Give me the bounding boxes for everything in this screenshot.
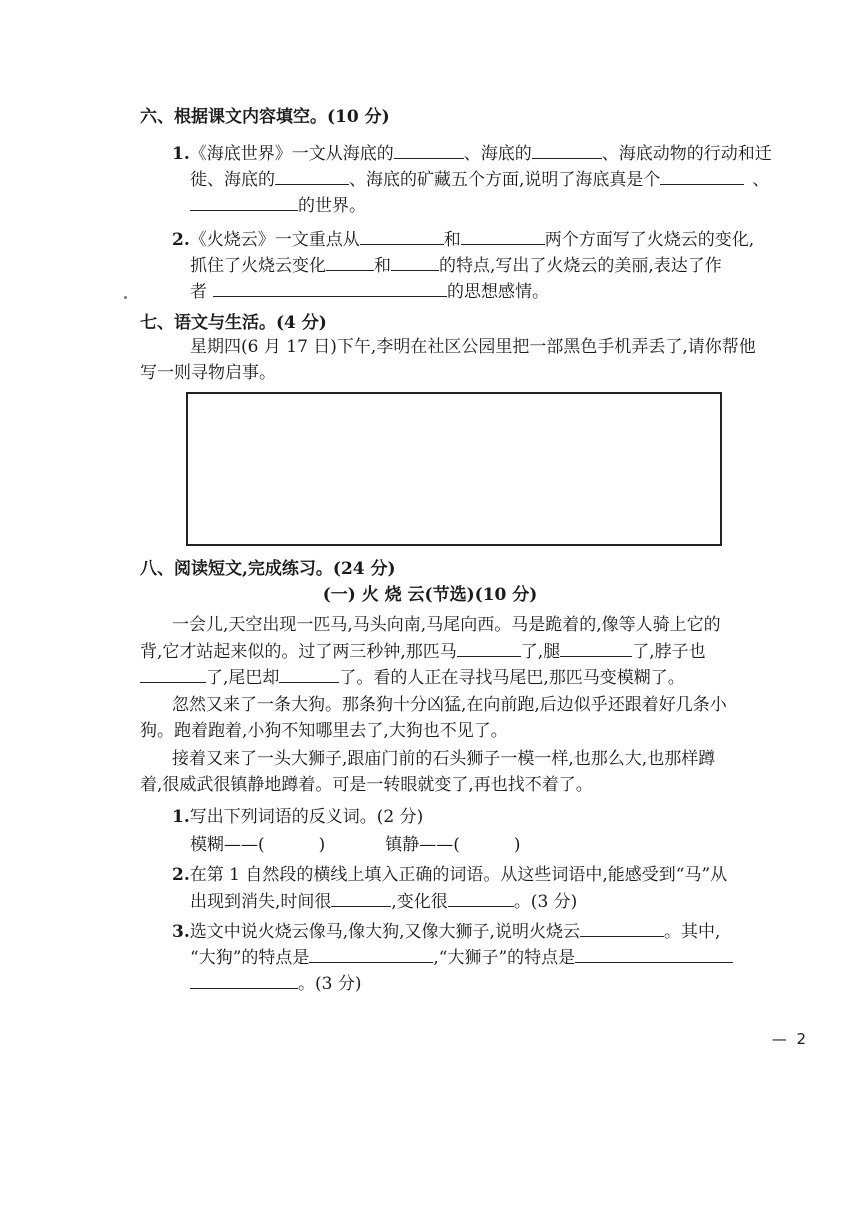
page-number [772, 1030, 806, 1048]
fill-blank[interactable] [331, 890, 391, 907]
fill-blank[interactable] [213, 280, 447, 297]
text: 和 [443, 230, 461, 250]
fill-blank[interactable] [275, 168, 349, 185]
section7-prompt-line1: 星期四(6 月 17 日)下午,李明在社区公园里把一部黑色手机弄丢了,请你帮他 [190, 337, 756, 357]
question-number: 2. [172, 865, 190, 885]
fill-blank[interactable] [360, 228, 444, 245]
passage-p3-line1: 接着又来了一头大狮子,跟庙门前的石头狮子一模一样,也那么大,也那样蹲 [172, 749, 716, 769]
text: 《火烧云》一文重点从 [189, 230, 360, 250]
text: 了,脖子也 [632, 642, 706, 662]
text: 和 [374, 256, 391, 276]
passage-p2-line1: 忽然又来了一条大狗。那条狗十分凶猛,在向前跑,后边似乎还跟着好几条小 [172, 695, 727, 715]
text: 了,腿 [520, 642, 561, 662]
question-2-line1 [172, 864, 727, 886]
fill-blank[interactable] [580, 920, 664, 937]
antonym-word-2: 镇静——( [385, 835, 460, 855]
text: 。(3 分) [298, 974, 362, 994]
section6-q1-line1 [172, 142, 772, 165]
text: “大狗”的特点是 [190, 948, 310, 968]
fill-blank[interactable] [326, 254, 374, 271]
question-number: 3. [172, 922, 190, 942]
text: ,“大狮子”的特点是 [433, 948, 576, 968]
question-number: 1. [172, 807, 190, 827]
page-number-value: 2 [796, 1030, 806, 1048]
text: 写出下列词语的反义词。(2 分) [189, 807, 424, 827]
text: 出现到消失,时间很 [190, 892, 332, 912]
passage-p3-line2: 着,很威武很镇静地蹲着。可是一转眼就变了,再也找不着了。 [140, 775, 593, 795]
question-3-line2 [190, 946, 733, 969]
section7-heading: 七、语文与生活。(4 分) [140, 313, 327, 333]
section6-q2-line3 [190, 280, 549, 303]
fill-blank[interactable] [532, 142, 602, 159]
fill-blank[interactable] [575, 946, 733, 963]
text: 两个方面写了火烧云的变化, [544, 230, 755, 250]
text: 的世界。 [298, 196, 366, 216]
question-1-words [190, 834, 521, 856]
text: 选文中说火烧云像马,像大狗,又像大狮子,说明火烧云 [189, 922, 580, 942]
scan-speck [124, 296, 127, 299]
fill-blank[interactable] [190, 194, 298, 211]
section7-prompt-line2: 写一则寻物启事。 [140, 363, 276, 383]
section6-heading: 六、根据课文内容填空。(10 分) [140, 107, 390, 127]
section6-q1-line2 [190, 168, 769, 191]
fill-blank[interactable] [309, 946, 433, 963]
text: 抓住了火烧云变化 [190, 256, 326, 276]
text: ,变化很 [391, 892, 448, 912]
fill-blank[interactable] [560, 640, 632, 657]
question-number: 1. [172, 144, 190, 164]
question-2-line2 [190, 890, 577, 913]
section6-q2-line1 [172, 228, 754, 251]
text: 背,它才站起来似的。过了两三秒钟,那匹马 [140, 642, 457, 662]
question-3-line1 [172, 920, 720, 943]
passage-title: (一) 火 烧 云(节选)(10 分) [322, 585, 538, 605]
question-number: 2. [172, 230, 190, 250]
text: 的思想感情。 [447, 282, 549, 302]
section6-q2-line2 [190, 254, 722, 277]
text: ) [513, 835, 521, 855]
text: 。其中, [663, 922, 721, 942]
page-dash: — [771, 1030, 787, 1048]
fill-blank[interactable] [461, 228, 545, 245]
fill-blank[interactable] [448, 890, 514, 907]
fill-blank[interactable] [190, 972, 298, 989]
text: 、海底的矿藏五个方面,说明了海底真是个 [349, 170, 661, 190]
text: 徙、海底的 [190, 170, 275, 190]
fill-blank[interactable] [394, 142, 464, 159]
fill-blank[interactable] [140, 666, 206, 683]
text: 、 [752, 170, 770, 190]
passage-p1-line1: 一会儿,天空出现一匹马,马头向南,马尾向西。马是跪着的,像等人骑上它的 [172, 615, 721, 635]
passage-p2-line2: 狗。跑着跑着,小狗不知哪里去了,大狗也不见了。 [140, 721, 508, 741]
text: 、海底的 [463, 144, 532, 164]
antonym-word-1: 模糊——( [190, 835, 265, 855]
section6-q1-line3 [190, 194, 366, 217]
fill-blank[interactable] [391, 254, 439, 271]
text: 的特点,写出了火烧云的美丽,表达了作 [439, 256, 722, 276]
question-3-line3 [190, 972, 361, 995]
text: 在第 1 自然段的横线上填入正确的词语。从这些词语中,能感受到“马”从 [189, 865, 728, 885]
section8-heading: 八、阅读短文,完成练习。(24 分) [140, 559, 396, 579]
text: 《海底世界》一文从海底的 [189, 144, 394, 164]
question-1 [172, 806, 423, 828]
fill-blank[interactable] [660, 168, 744, 185]
text: 了。看的人正在寻找马尾巴,那匹马变模糊了。 [339, 668, 685, 688]
text: 了,尾巴却 [206, 668, 280, 688]
text: 、海底动物的行动和迁 [601, 144, 772, 164]
fill-blank[interactable] [279, 666, 339, 683]
passage-p1-line2 [140, 640, 706, 663]
passage-p1-line3 [140, 666, 685, 689]
fill-blank[interactable] [457, 640, 521, 657]
text: 。(3 分) [513, 892, 578, 912]
answer-box[interactable] [186, 392, 722, 546]
text: ) [318, 835, 326, 855]
text: 者 [190, 282, 207, 302]
